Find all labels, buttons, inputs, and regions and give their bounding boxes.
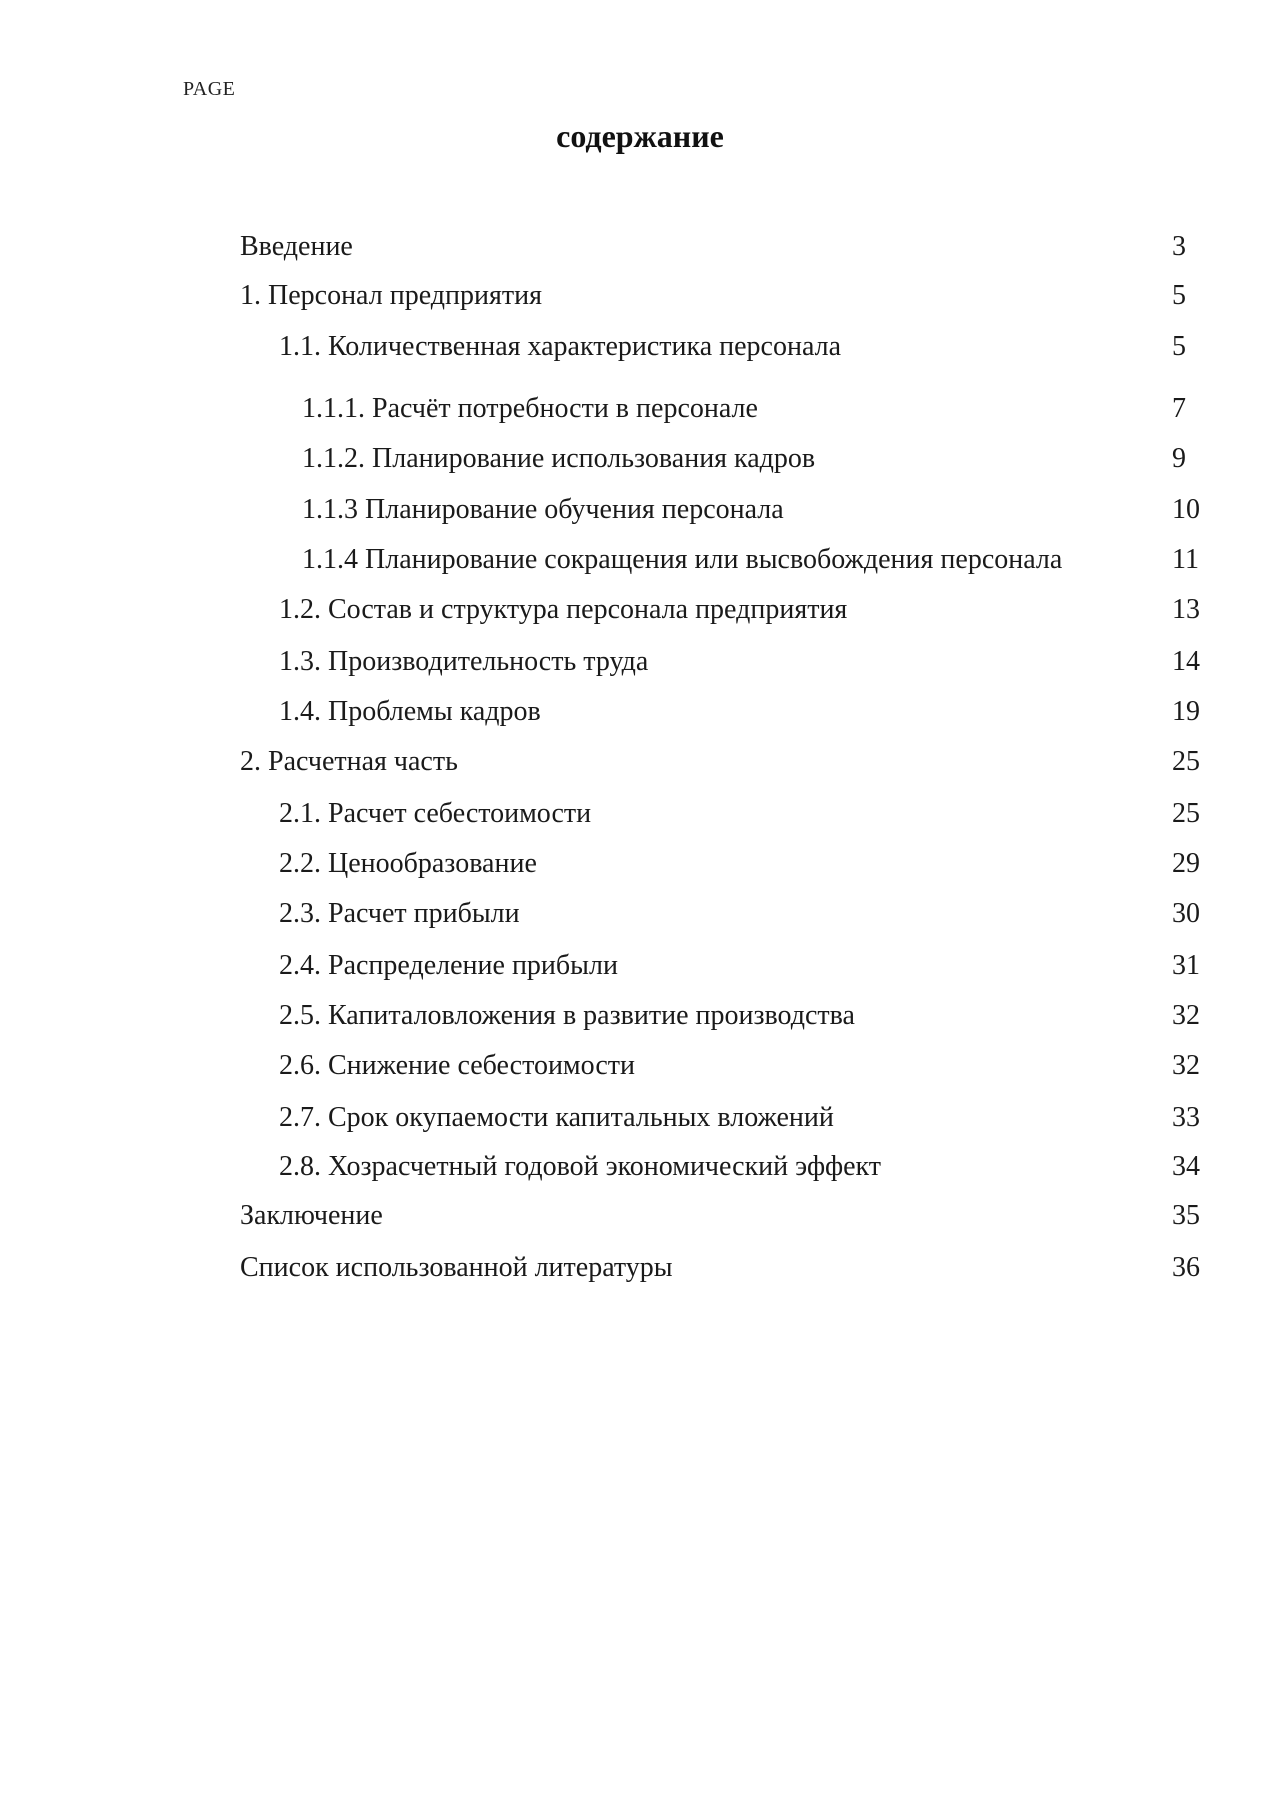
- toc-entry: [0, 387, 1280, 431]
- toc-entry-text: 1.1. Количественная характеристика персонала: [279, 331, 842, 362]
- toc-entry-page: 3: [1172, 231, 1186, 262]
- toc-entry-text: 2. Расчетная часть: [240, 746, 458, 777]
- toc-entry-text: Заключение: [240, 1200, 383, 1231]
- toc-entry-page: 14: [1172, 646, 1200, 677]
- toc-entry-page: 7: [1172, 393, 1186, 424]
- toc-entry: [0, 1044, 1280, 1088]
- toc-entry: [0, 274, 1280, 318]
- toc-entry-page: 32: [1172, 1050, 1200, 1081]
- toc-entry: [0, 488, 1280, 532]
- toc-entry-page: 33: [1172, 1102, 1200, 1133]
- toc-entry-page: 34: [1172, 1151, 1200, 1182]
- toc-entry-text: 2.4. Распределение прибыли: [279, 950, 618, 981]
- toc-title: содержание: [556, 118, 724, 154]
- toc-entry-text: 2.3. Расчет прибыли: [279, 898, 520, 929]
- toc-entry-page: 19: [1172, 696, 1200, 727]
- toc-entry-text: 2.8. Хозрасчетный годовой экономический эффект: [279, 1151, 882, 1182]
- toc-entry-page: 25: [1172, 746, 1200, 777]
- toc-entry-page: 36: [1172, 1252, 1200, 1283]
- toc-entry: [0, 538, 1280, 582]
- toc-entry-page: 32: [1172, 1000, 1200, 1031]
- toc-entry: [0, 225, 1280, 269]
- toc-entry: [0, 792, 1280, 836]
- toc-entry-page: 11: [1172, 544, 1199, 575]
- toc-entry-page: 5: [1172, 280, 1186, 311]
- toc-entry-page: 30: [1172, 898, 1200, 929]
- toc-entry-text: 2.1. Расчет себестоимости: [279, 798, 592, 829]
- toc-entry-text: 1.2. Состав и структура персонала предприятия: [279, 594, 848, 625]
- toc-entry-page: 5: [1172, 331, 1186, 362]
- toc-entry-text: 2.5. Капиталовложения в развитие производства: [279, 1000, 855, 1031]
- toc-entry-text: 1.4. Проблемы кадров: [279, 696, 541, 727]
- toc-entry-text: 1.1.4 Планирование сокращения или высвобождения персонала: [302, 544, 1063, 575]
- toc-entry: [0, 842, 1280, 886]
- toc-entry: [0, 690, 1280, 734]
- toc-entry-text: 1.1.3 Планирование обучения персонала: [302, 494, 784, 525]
- toc-entry: [0, 437, 1280, 481]
- toc-entry-text: 2.7. Срок окупаемости капитальных вложений: [279, 1102, 834, 1133]
- toc-entry-text: 2.2. Ценообразование: [279, 848, 537, 879]
- toc-entry-text: 1. Персонал предприятия: [240, 280, 542, 311]
- toc-entry: [0, 994, 1280, 1038]
- toc-entry: [0, 1145, 1280, 1189]
- page-field-code: PAGE: [183, 78, 236, 100]
- toc-entry-page: 13: [1172, 594, 1200, 625]
- toc-entry: [0, 588, 1280, 632]
- toc-entry: [0, 640, 1280, 684]
- toc-entry-page: 35: [1172, 1200, 1200, 1231]
- toc-entry-text: 1.1.2. Планирование использования кадров: [302, 443, 816, 474]
- toc-entry-text: 2.6. Снижение себестоимости: [279, 1050, 635, 1081]
- toc-entry-page: 10: [1172, 494, 1200, 525]
- toc-entry: [0, 1194, 1280, 1238]
- toc-entry: [0, 740, 1280, 784]
- toc-entry-page: 9: [1172, 443, 1186, 474]
- toc-entry-page: 29: [1172, 848, 1200, 879]
- toc-entry-page: 31: [1172, 950, 1200, 981]
- toc-entry: [0, 944, 1280, 988]
- toc-entry-text: 1.3. Производительность труда: [279, 646, 649, 677]
- toc-entry: [0, 1246, 1280, 1290]
- toc-entry-page: 25: [1172, 798, 1200, 829]
- toc-entry-text: Введение: [240, 231, 353, 262]
- toc-entry: [0, 325, 1280, 369]
- toc-entry: [0, 1096, 1280, 1140]
- toc-entry-text: Список использованной литературы: [240, 1252, 673, 1283]
- toc-entry: [0, 892, 1280, 936]
- toc-entry-text: 1.1.1. Расчёт потребности в персонале: [302, 393, 758, 424]
